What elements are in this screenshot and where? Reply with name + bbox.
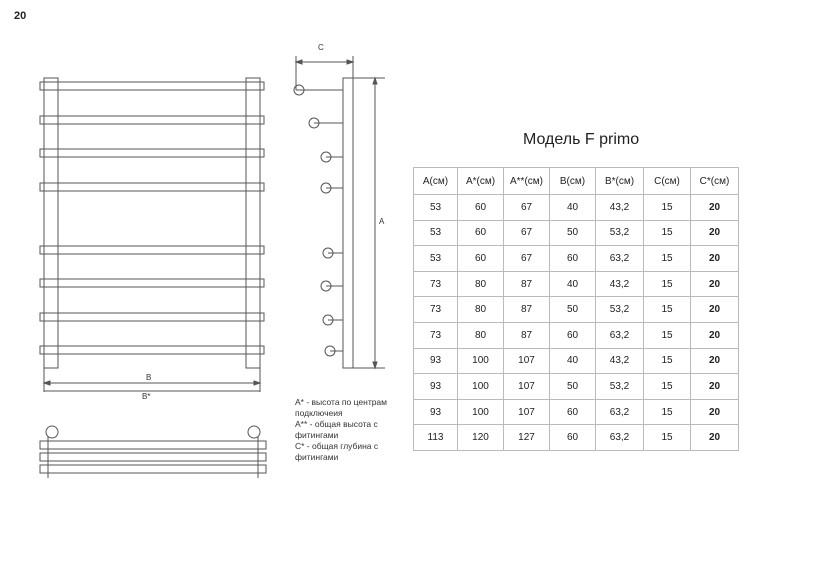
table-cell: 120 xyxy=(458,425,504,451)
table-cell: 20 xyxy=(691,195,739,221)
rung xyxy=(40,82,264,90)
table-cell: 107 xyxy=(504,348,550,374)
table-cell: 113 xyxy=(414,425,458,451)
table-cell: 15 xyxy=(644,246,691,272)
column-header: А*(см) xyxy=(458,168,504,195)
table-row xyxy=(414,348,739,374)
side-post xyxy=(343,78,353,368)
table-body xyxy=(414,195,739,451)
table-cell: 87 xyxy=(504,271,550,297)
rung xyxy=(40,346,264,354)
column-header: С*(см) xyxy=(691,168,739,195)
right-post xyxy=(246,78,260,368)
legend-item: A** - общая высота с фитингами xyxy=(295,419,378,440)
table-cell: 63,2 xyxy=(596,425,644,451)
table-cell: 15 xyxy=(644,220,691,246)
table-cell: 60 xyxy=(550,425,596,451)
table-cell: 20 xyxy=(691,399,739,425)
table-cell: 100 xyxy=(458,374,504,400)
table-cell: 43,2 xyxy=(596,271,644,297)
table-row xyxy=(414,374,739,400)
table-cell: 53,2 xyxy=(596,220,644,246)
table-row xyxy=(414,220,739,246)
table-cell: 15 xyxy=(644,374,691,400)
table-cell: 63,2 xyxy=(596,246,644,272)
table-cell: 15 xyxy=(644,297,691,323)
table-cell: 50 xyxy=(550,297,596,323)
rung xyxy=(40,246,264,254)
table-cell: 60 xyxy=(550,322,596,348)
table-cell: 127 xyxy=(504,425,550,451)
table-cell: 15 xyxy=(644,348,691,374)
table-cell: 15 xyxy=(644,271,691,297)
table-row xyxy=(414,195,739,221)
table-cell: 80 xyxy=(458,297,504,323)
table-row xyxy=(414,271,739,297)
table-cell: 73 xyxy=(414,271,458,297)
table-cell: 20 xyxy=(691,425,739,451)
column-header: В*(см) xyxy=(596,168,644,195)
table-cell: 73 xyxy=(414,322,458,348)
table-cell: 53 xyxy=(414,246,458,272)
dimension-a-label: A xyxy=(379,217,385,226)
legend xyxy=(295,397,405,463)
column-header: А(см) xyxy=(414,168,458,195)
rung xyxy=(40,149,264,157)
table-row xyxy=(414,246,739,272)
rung xyxy=(40,116,264,124)
column-header: А**(см) xyxy=(504,168,550,195)
table-cell: 67 xyxy=(504,195,550,221)
spec-table xyxy=(413,167,739,451)
table-row xyxy=(414,297,739,323)
table-cell: 15 xyxy=(644,322,691,348)
column-header: С(см) xyxy=(644,168,691,195)
table-cell: 20 xyxy=(691,322,739,348)
table-cell: 40 xyxy=(550,195,596,221)
table-cell: 60 xyxy=(458,246,504,272)
table-cell: 15 xyxy=(644,425,691,451)
model-title: Модель F primo xyxy=(523,131,640,148)
table-cell: 93 xyxy=(414,399,458,425)
table-cell: 20 xyxy=(691,348,739,374)
table-cell: 87 xyxy=(504,297,550,323)
table-cell: 53,2 xyxy=(596,374,644,400)
rung xyxy=(40,183,264,191)
table-cell: 40 xyxy=(550,348,596,374)
table-row xyxy=(414,322,739,348)
side-view xyxy=(294,56,385,368)
table-cell: 67 xyxy=(504,246,550,272)
table-cell: 20 xyxy=(691,271,739,297)
table-cell: 40 xyxy=(550,271,596,297)
page-number: 20 xyxy=(14,10,27,22)
table-cell: 63,2 xyxy=(596,322,644,348)
table-header-row xyxy=(414,168,739,195)
dimension-b-star-label: B* xyxy=(142,392,151,401)
table-cell: 20 xyxy=(691,246,739,272)
legend-item: C* - общая глубина с фитингами xyxy=(295,441,379,462)
dimension-b-label: B xyxy=(146,373,152,382)
table-row xyxy=(414,399,739,425)
top-view xyxy=(40,426,266,478)
table-cell: 20 xyxy=(691,297,739,323)
table-cell: 53 xyxy=(414,195,458,221)
table-cell: 43,2 xyxy=(596,195,644,221)
table-cell: 60 xyxy=(458,220,504,246)
column-header: В(см) xyxy=(550,168,596,195)
rung xyxy=(40,313,264,321)
table-cell: 100 xyxy=(458,348,504,374)
front-view xyxy=(40,78,264,392)
table-cell: 80 xyxy=(458,271,504,297)
table-cell: 107 xyxy=(504,399,550,425)
table-cell: 67 xyxy=(504,220,550,246)
table-cell: 87 xyxy=(504,322,550,348)
left-post xyxy=(44,78,58,368)
table-cell: 50 xyxy=(550,374,596,400)
table-cell: 60 xyxy=(458,195,504,221)
dimension-c-label: C xyxy=(318,43,324,52)
table-cell: 15 xyxy=(644,399,691,425)
table-cell: 100 xyxy=(458,399,504,425)
table-cell: 15 xyxy=(644,195,691,221)
table-cell: 60 xyxy=(550,246,596,272)
table-cell: 93 xyxy=(414,374,458,400)
table-cell: 63,2 xyxy=(596,399,644,425)
table-cell: 50 xyxy=(550,220,596,246)
table-row xyxy=(414,425,739,451)
table-cell: 53 xyxy=(414,220,458,246)
table-cell: 73 xyxy=(414,297,458,323)
table-cell: 107 xyxy=(504,374,550,400)
table-cell: 80 xyxy=(458,322,504,348)
table-cell: 60 xyxy=(550,399,596,425)
legend-item: A* - высота по центрам подключеия xyxy=(295,397,388,418)
table-cell: 43,2 xyxy=(596,348,644,374)
table-cell: 20 xyxy=(691,374,739,400)
table-cell: 53,2 xyxy=(596,297,644,323)
table-cell: 20 xyxy=(691,220,739,246)
table-cell: 93 xyxy=(414,348,458,374)
rung xyxy=(40,279,264,287)
